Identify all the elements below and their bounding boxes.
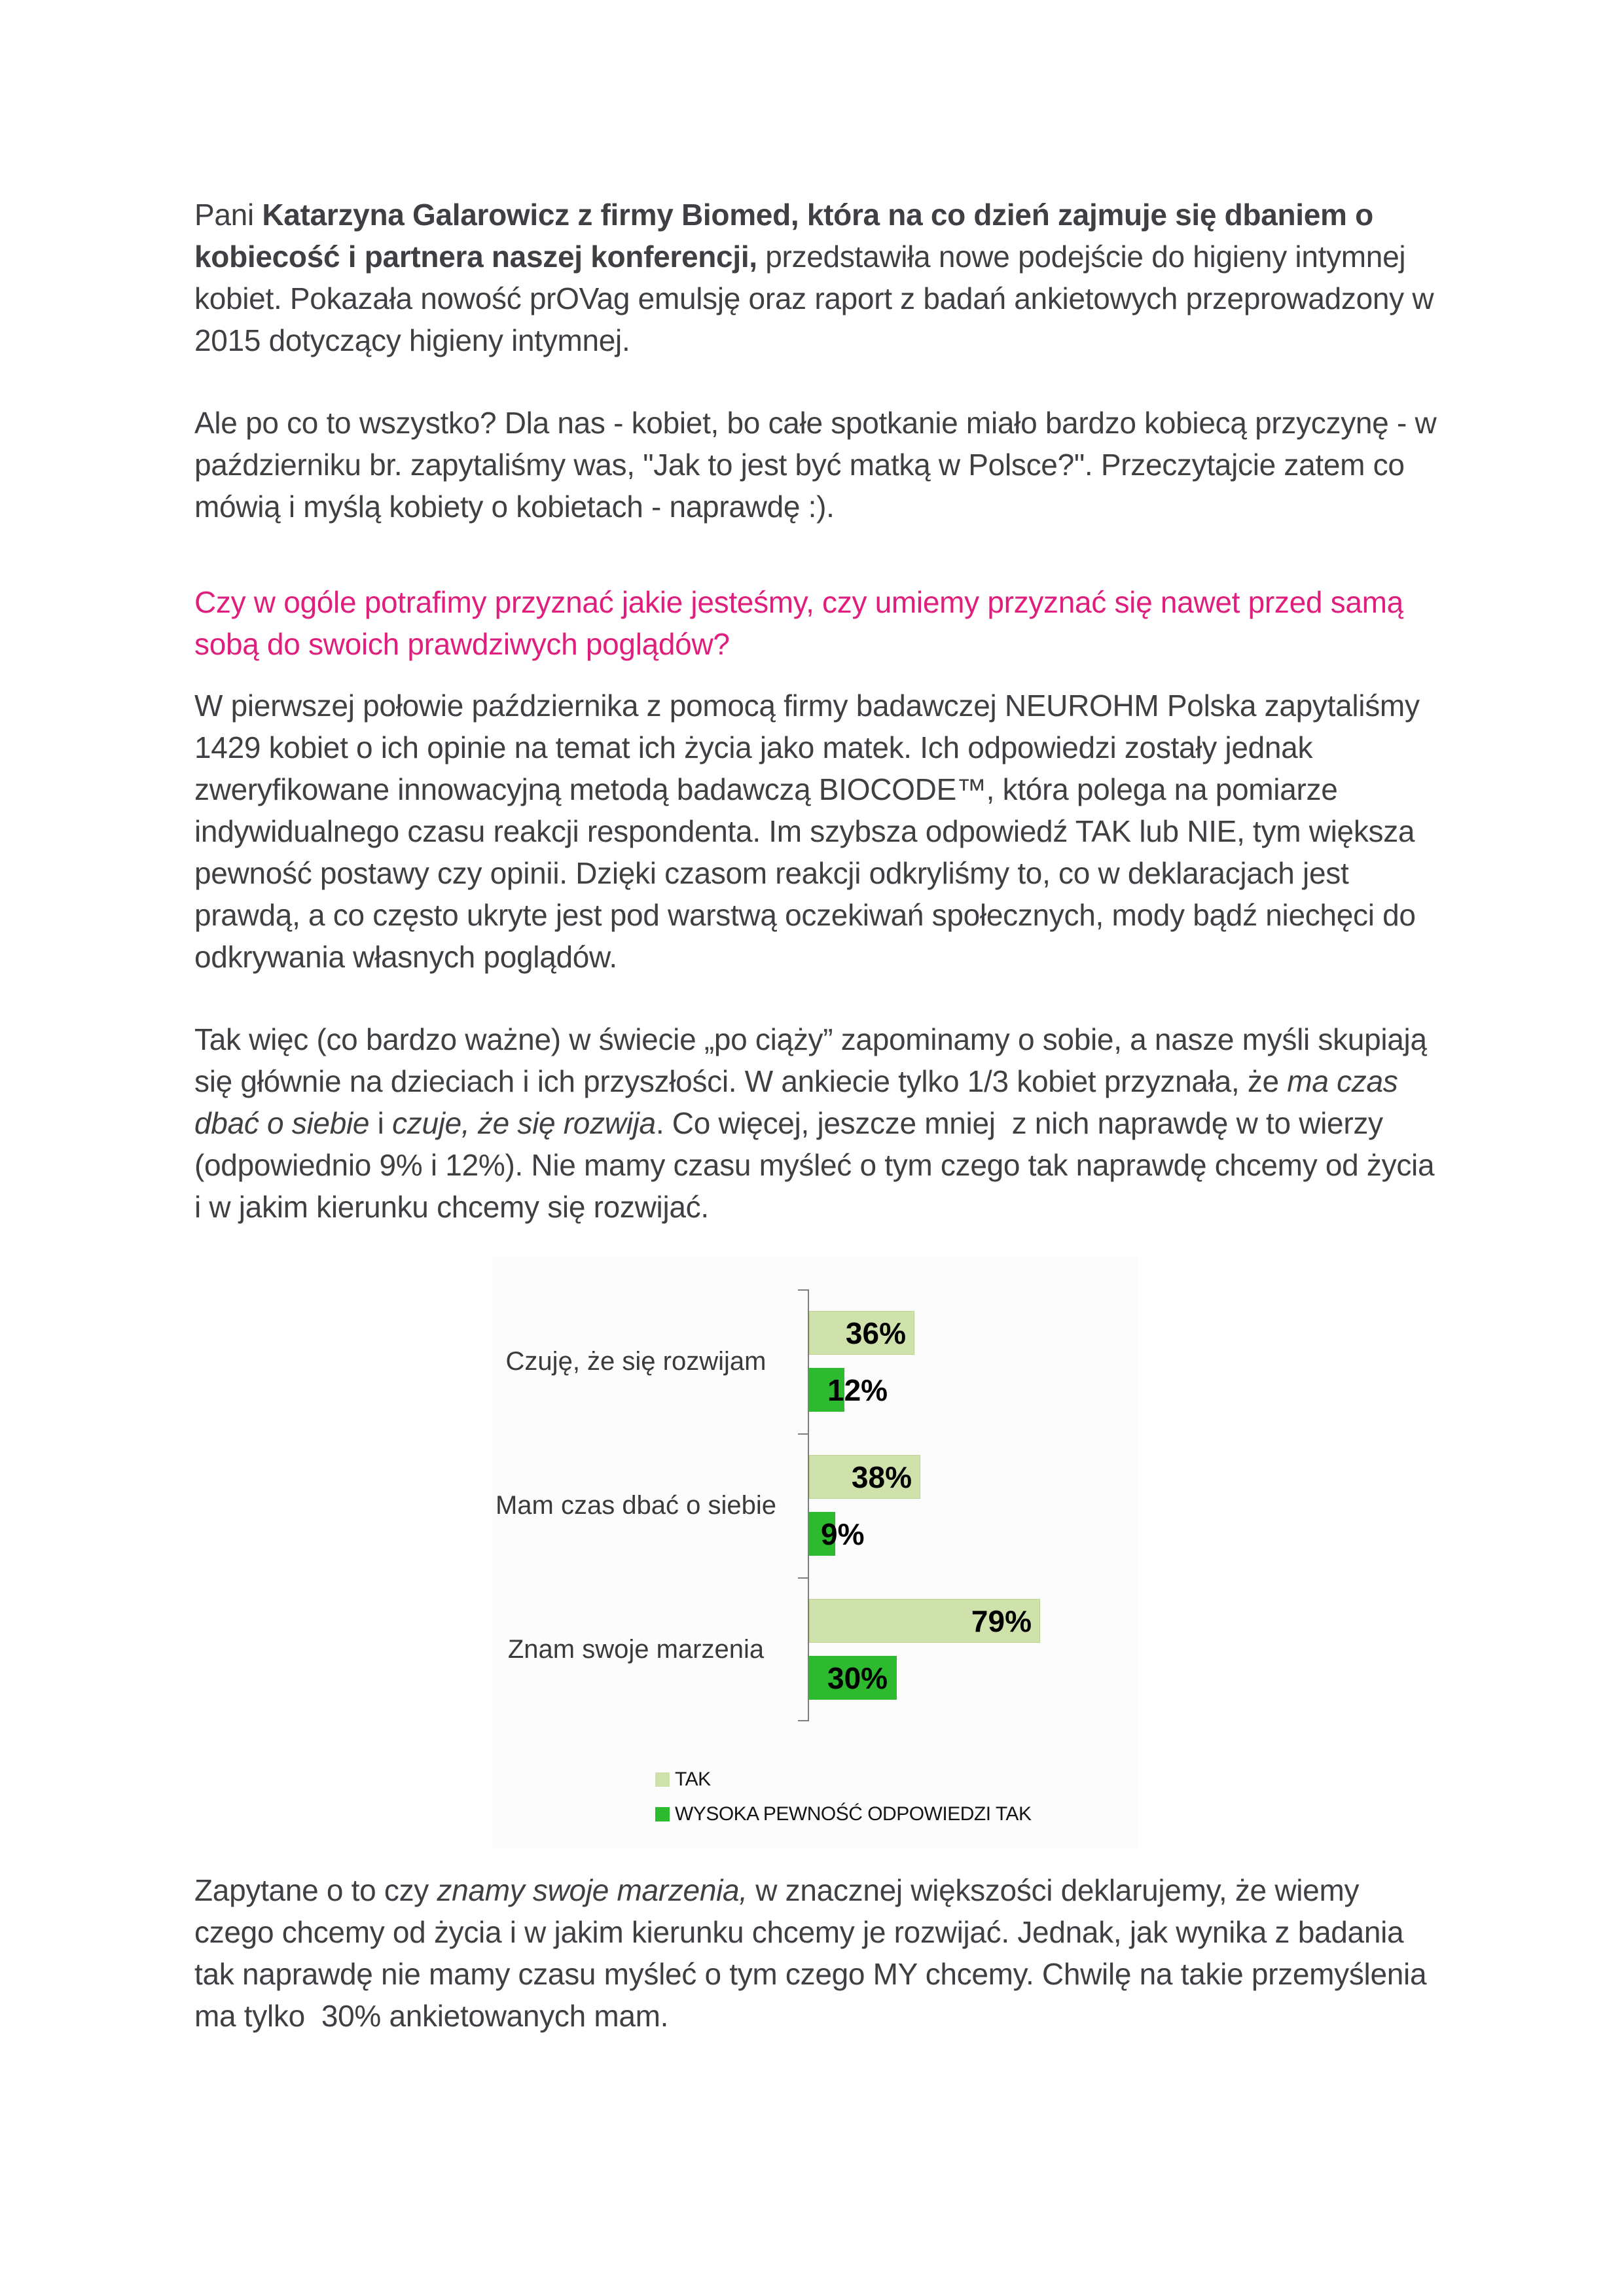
- paragraph-findings-segment: czuje, że się rozwija: [392, 1106, 656, 1140]
- paragraph-intro: [194, 194, 1438, 361]
- paragraph-why: [194, 402, 1438, 528]
- bar-value-label: 79%: [971, 1604, 1032, 1638]
- bar-value-label: 30%: [827, 1660, 888, 1695]
- heading-question-pink: [194, 581, 1438, 665]
- bar-wysoka-pewnosc: [809, 1368, 888, 1412]
- paragraph-findings-segment: . Co więcej, jeszcze mniej z nich naprawdę w to wierzy (odpowiednio 9% i 12%). Nie mamy czasu myśleć o tym czego tak naprawdę chcemy od życia i w jakim kierunku chcemy się rozwijać.: [194, 1106, 1435, 1224]
- bar-value-label: 36%: [845, 1316, 906, 1350]
- bar-value-label: 9%: [821, 1516, 865, 1551]
- paragraph-findings-segment: ma czas dbać o siebie: [194, 1064, 1398, 1140]
- paragraph-intro-segment: przedstawiła nowe podejście do higieny intymnej kobiet. Pokazała nowość prOVag emulsję oraz raport z badań ankietowych przeprowadzony w 2015 dotyczący higieny intymnej.: [194, 240, 1434, 357]
- paragraph-conclusion-segment: Zapytane o to czy: [194, 1873, 437, 1907]
- paragraph-conclusion-segment: znamy swoje marzenia,: [437, 1873, 748, 1907]
- paragraph-findings-segment: Tak więc (co bardzo ważne) w świecie „po ciąży” zapominamy o sobie, a nasze myśli skupiają się głównie na dzieciach i ich przyszłości. W ankiecie tylko 1/3 kobiet przyznała, że: [194, 1022, 1427, 1098]
- chart-legend: [655, 1768, 1031, 1837]
- axis-tick: [798, 1289, 808, 1291]
- category-label: Czuję, że się rozwijam: [505, 1347, 767, 1376]
- axis-tick: [798, 1720, 808, 1721]
- legend-swatch-wysoka-pewnosc: [655, 1807, 670, 1821]
- axis-tick: [798, 1433, 808, 1435]
- paragraph-why-segment: Ale po co to wszystko? Dla nas - kobiet, bo całe spotkanie miało bardzo kobiecą przyczynę - w październiku br. zapytaliśmy was, "Jak to jest być matką w Polsce?". Przeczytajcie zatem co mówią i myślą kobiety o kobietach - naprawdę :).: [194, 406, 1437, 524]
- legend-label-wysoka-pewnosc: WYSOKA PEWNOŚĆ ODPOWIEDZI TAK: [675, 1803, 1032, 1825]
- legend-label-tak: TAK: [675, 1768, 711, 1790]
- bar-wysoka-pewnosc: [809, 1656, 897, 1700]
- legend-swatch-tak: [655, 1772, 670, 1787]
- bar-tak: [809, 1311, 914, 1355]
- axis-tick: [798, 1577, 808, 1579]
- category-label: Mam czas dbać o siebie: [495, 1491, 777, 1520]
- heading-question-pink-segment: Czy w ogóle potrafimy przyznać jakie jesteśmy, czy umiemy przyznać się nawet przed samą sobą do swoich prawdziwych poglądów?: [194, 585, 1403, 661]
- paragraph-intro-segment: Pani: [194, 198, 262, 232]
- paragraph-findings: [194, 1018, 1438, 1228]
- paragraph-conclusion: [194, 1869, 1438, 2037]
- paragraph-conclusion-segment: w znacznej większości deklarujemy, że wiemy czego chcemy od życia i w jakim kierunku chcemy je rozwijać. Jednak, jak wynika z badania tak naprawdę nie mamy czasu myśleć o tym czego MY chcemy. Chwilę na takie przemyślenia ma tylko 30% ankietowanych mam.: [194, 1873, 1427, 2033]
- bar-wysoka-pewnosc: [809, 1512, 865, 1556]
- bar-value-label: 12%: [827, 1372, 888, 1407]
- paragraph-intro-segment: Katarzyna Galarowicz z firmy Biomed, która na co dzień zajmuje się dbaniem o kobiecość i partnera naszej konferencji,: [194, 198, 1373, 274]
- bar-tak: [809, 1599, 1040, 1643]
- bar-value-label: 38%: [851, 1460, 912, 1494]
- legend-item-tak: [655, 1768, 1031, 1791]
- bar-tak: [809, 1455, 920, 1499]
- grouped-bar-chart: [493, 1256, 1138, 1848]
- paragraph-study-segment: W pierwszej połowie października z pomocą firmy badawczej NEUROHM Polska zapytaliśmy 1429 kobiet o ich opinie na temat ich życia jako matek. Ich odpowiedzi zostały jednak zweryfikowane innowacyjną metodą badawczą BIOCODE™, która polega na pomiarze indywidualnego czasu reakcji respondenta. Im szybsza odpowiedź TAK lub NIE, tym większa pewność postawy czy opinii. Dzięki czasom reakcji odkryliśmy to, co w deklaracjach jest prawdą, a co często ukryte jest pod warstwą oczekiwań społecznych, mody bądź niechęci do odkrywania własnych poglądów.: [194, 689, 1420, 974]
- legend-item-wysoka-pewnosc: [655, 1803, 1031, 1826]
- category-label: Znam swoje marzenia: [507, 1635, 765, 1664]
- paragraph-findings-segment: i: [369, 1106, 393, 1140]
- paragraph-study: [194, 685, 1438, 978]
